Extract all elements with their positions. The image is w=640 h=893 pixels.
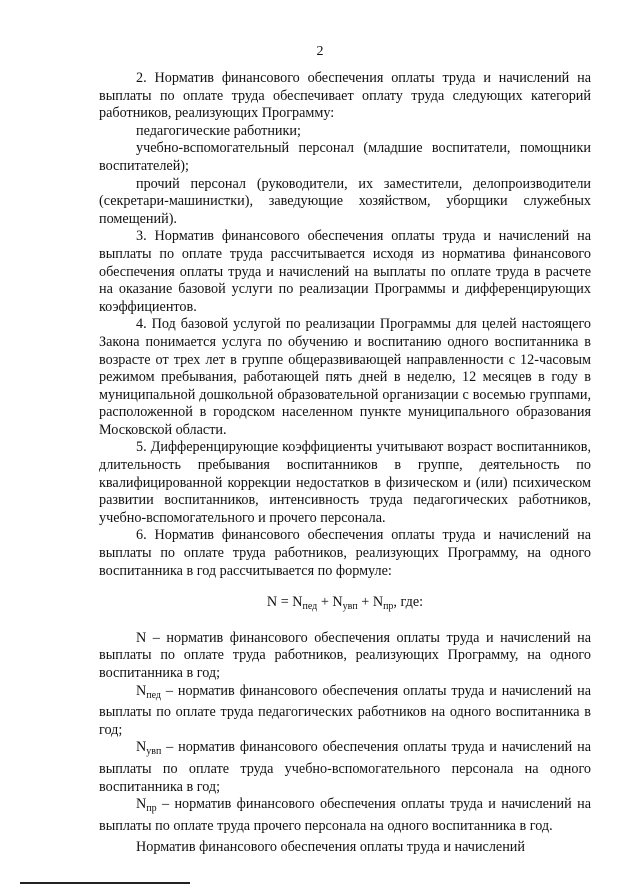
legend-n-uvp	[99, 739, 591, 796]
paragraph-3: 3. Норматив финансового обеспечения оплаты труда и начислений на выплаты по оплате труда рассчитывается исходя из норматива финансового обеспечения оплаты труда и начислений на выплаты по оплате труда в расчете на оказание базовой услуги по реализации Программы и дифференцирующих коэффициентов.	[99, 228, 591, 315]
paragraph-4: 4. Под базовой услугой по реализации Программы для целей настоящего Закона понимается услуга по обучению и воспитанию одного воспитанника в возрасте от трех лет в группе общеразвивающей направленности с 12-часовым режимом пребывания, работающей пять дней в неделю, 12 месяцев в году в муниципальной дошкольной образовательной организации с восемью группами, расположенной в городском населенном пункте муниципального образования Московской области.	[99, 316, 591, 438]
legend-text: – норматив финансового обеспечения оплаты труда и начислений на выплаты по оплате труда учебно-вспомогательного персонала на одного воспитанника в год;	[99, 739, 591, 795]
legend-text: – норматив финансового обеспечения оплаты труда и начислений на выплаты по оплате труда педагогических работников на одного воспитанника в год;	[99, 682, 591, 738]
legend-symbol: N	[136, 796, 147, 813]
legend-symbol: N	[136, 739, 147, 756]
document-body	[99, 70, 591, 857]
legend-text: – норматив финансового обеспечения оплаты труда и начислений на выплаты по оплате труда прочего персонала на одного воспитанника в год.	[99, 796, 591, 834]
formula	[99, 594, 591, 616]
formula-plus-1: +	[317, 594, 333, 611]
legend-n-pr	[99, 796, 591, 835]
page-number: 2	[316, 44, 324, 59]
formula-sub-ped: пед	[302, 601, 318, 613]
formula-n2: N	[332, 594, 343, 611]
list-item-pedagogical: педагогические работники;	[136, 122, 301, 139]
formula-n1: N	[292, 594, 303, 611]
paragraph-6: 6. Норматив финансового обеспечения оплаты труда и начислений на выплаты по оплате труда работников, реализующих Программу, на одного воспитанника в год рассчитывается по формуле:	[99, 527, 591, 579]
legend-symbol: N	[136, 629, 147, 646]
paragraph-2: 2. Норматив финансового обеспечения оплаты труда и начислений на выплаты по оплате труда обеспечивает оплату труда следующих категорий работников, реализующих Программу:	[99, 70, 591, 122]
formula-n: N	[266, 594, 278, 611]
footnote-separator	[20, 882, 190, 884]
formula-sub-uvp: увп	[342, 601, 358, 613]
formula-plus-2: +	[357, 594, 373, 611]
formula-tail: , где:	[393, 594, 424, 611]
legend-symbol: N	[136, 682, 147, 699]
legend-n	[99, 630, 591, 683]
legend-n-ped	[99, 683, 591, 740]
list-item-support-staff: учебно-вспомогательный персонал (младшие воспитатели, помощники воспитателей);	[99, 140, 591, 174]
legend-subscript: пед	[146, 689, 161, 701]
formula-n3: N	[372, 594, 384, 611]
legend-subscript: пр	[146, 803, 157, 815]
formula-sub-pr: пр	[383, 601, 394, 613]
formula-eq: =	[277, 594, 293, 611]
legend-text: – норматив финансового обеспечения оплаты труда и начислений на выплаты по оплате труда работников, реализующих Программу, на одного воспитанника в год;	[99, 629, 591, 681]
list-item-other-staff: прочий персонал (руководители, их заместители, делопроизводители (секретари-машинистки), заведующие хозяйством, уборщики служебных помещений).	[99, 175, 591, 227]
legend-subscript: увп	[146, 746, 162, 758]
paragraph-5: 5. Дифференцирующие коэффициенты учитывают возраст воспитанников, длительность пребывания воспитанников в группе, деятельность по квалифицированной коррекции недостатков в физическом и (или) психическом развитии воспитанников, интенсивность труда педагогических работников, учебно-вспомогательного и прочего персонала.	[99, 439, 591, 526]
continuation-line: Норматив финансового обеспечения оплаты труда и начислений	[136, 839, 525, 856]
